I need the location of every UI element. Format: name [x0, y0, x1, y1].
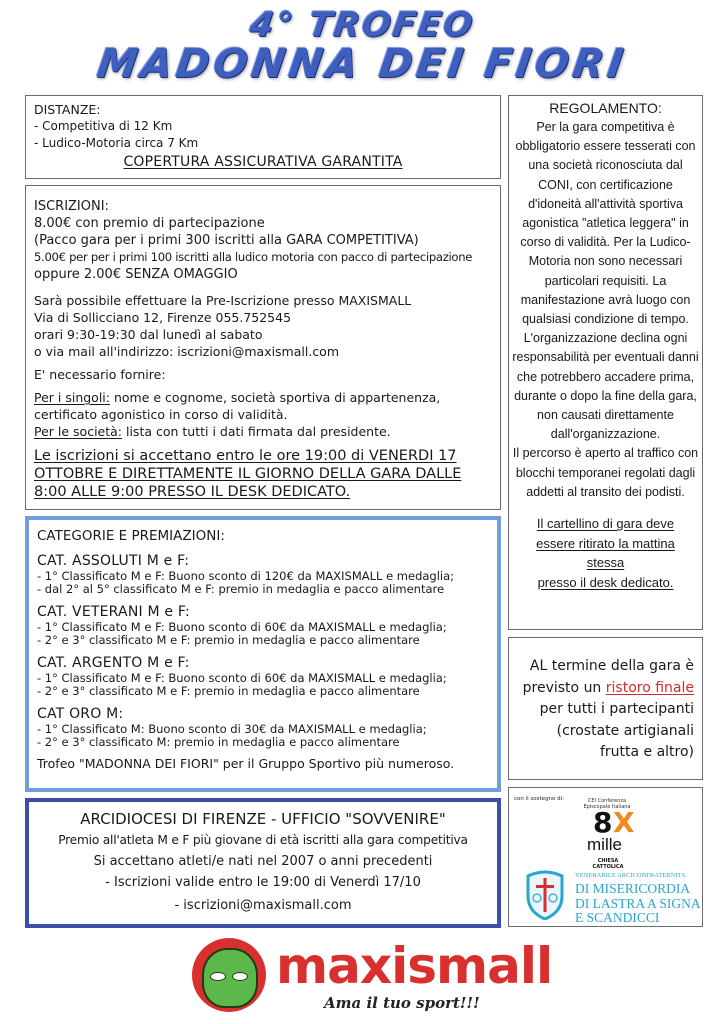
categorie-box	[25, 516, 501, 792]
societa-label: Per le società:	[34, 424, 123, 439]
distanze-item: - Ludico-Motoria circa 7 Km	[34, 136, 199, 150]
category-title: CAT ORO M:	[37, 706, 124, 722]
arcidiocesi-line: - Iscrizioni valide entro le 19:00 di Venerdì 17/10	[105, 875, 421, 890]
category-line: - 1° Classificato M e F: Buono sconto di 60€ da MAXISMALL e medaglia;	[37, 620, 447, 634]
cartellino-line: essere ritirato la mattina	[536, 535, 675, 551]
regolamento-heading: REGOLAMENTO:	[549, 100, 662, 116]
maxismall-logo	[188, 934, 553, 1020]
ristoro-text-before: AL termine della gara è previsto un	[522, 658, 694, 696]
regolamento-box	[508, 95, 703, 630]
maxismall-wordmark: maxismall	[276, 937, 553, 995]
category-line: - 2° e 3° classificato M e F: premio in medaglia e pacco alimentare	[37, 633, 420, 647]
price-3: oppure 2.00€ SENZA OMAGGIO	[34, 267, 238, 282]
ristoro-text-after: per tutti i partecipanti (crostate artigianali frutta e altro)	[539, 701, 694, 760]
title-line-2: MADONNA DEI FIORI	[94, 41, 630, 87]
category-title: CAT. ARGENTO M e F:	[37, 655, 190, 671]
mille-eight: 8	[593, 806, 613, 839]
trofeo-note: Trofeo "MADONNA DEI FIORI" per il Gruppo Sportivo più numeroso.	[37, 756, 455, 771]
price-1-note: (Pacco gara per i primi 300 iscritti alla GARA COMPETITIVA)	[34, 233, 419, 248]
regolamento-body: Per la gara competitiva è obbligatorio essere tesserati con una società riconosciuta dal CONI, con certificazione d'idoneità all'attività sportiva agonistica "atletica leggera" in corso di validità. Per la Ludico-Motoria non sono necessari particolari requisiti. La manifestazione avrà luogo con qualsiasi condizione di tempo. L'organizzazione declina ogni responsabilità per eventuali danni che potrebbero accadere prima, durante o dopo la fine della gara, non causati direttamente dall'organizzazione.	[512, 120, 699, 442]
distanze-item: - Competitiva di 12 Km	[34, 119, 173, 133]
category-title: CAT. VETERANI M e F:	[37, 604, 190, 620]
arcidiocesi-heading: ARCIDIOCESI DI FIRENZE - UFFICIO "SOVVENIRE"	[80, 810, 446, 828]
arcidiocesi-line: Si accettano atleti/e nati nel 2007 o anni precedenti	[93, 854, 433, 869]
pre-iscrizione-line: Sarà possibile effettuare la Pre-Iscrizione presso MAXISMALL	[34, 293, 412, 308]
required-heading: E' necessario fornire:	[34, 367, 166, 382]
ristoro-box	[508, 637, 703, 780]
categorie-heading: CATEGORIE E PREMIAZIONI:	[37, 528, 225, 544]
misericordia-shield-icon	[525, 870, 565, 920]
misericordia-line: DI LASTRA A SIGNA	[575, 895, 701, 911]
mille-word: mille	[587, 835, 622, 854]
cartellino-line: presso il desk dedicato.	[537, 574, 674, 590]
coverage-note: COPERTURA ASSICURATIVA GARANTITA	[123, 154, 403, 170]
email-line: o via mail all'indirizzo: iscrizioni@maxismall.com	[34, 344, 340, 359]
iscrizioni-box	[25, 185, 501, 510]
category-line: - 1° Classificato M e F: Buono sconto di 120€ da MAXISMALL e medaglia;	[37, 569, 455, 583]
hours-line: orari 9:30-19:30 dal lunedì al sabato	[34, 327, 263, 342]
arcidiocesi-box	[25, 798, 501, 928]
category-group	[37, 654, 489, 698]
otto-per-mille-logo	[571, 798, 643, 870]
category-line: - 1° Classificato M e F: Buono sconto di 60€ da MAXISMALL e medaglia;	[37, 671, 447, 685]
ristoro-highlight: ristoro finale	[605, 679, 694, 696]
cartellino-line: Il cartellino di gara deve	[536, 516, 675, 532]
mille-ring-text: CEI Conferenza Episcopale Italiana	[583, 798, 631, 810]
category-group	[37, 603, 489, 647]
category-title: CAT. ASSOLUTI M e F:	[37, 553, 190, 569]
misericordia-line: DI MISERICORDIA	[575, 881, 691, 896]
distanze-heading: DISTANZE:	[34, 102, 101, 117]
category-line: - 1° Classificato M: Buono sconto di 30€ da MAXISMALL e medaglia;	[37, 722, 427, 736]
maxismall-slogan: Ama il tuo sport!!!	[324, 994, 480, 1012]
singoli-label: Per i singoli:	[34, 390, 110, 405]
sponsors-box	[508, 787, 703, 927]
iscrizioni-heading: ISCRIZIONI:	[34, 199, 109, 214]
category-line: - dal 2° al 5° classificato M e F: premio in medaglia e pacco alimentare	[37, 582, 445, 596]
category-group	[37, 705, 489, 749]
mille-bottom-text: CHIESA CATTOLICA	[592, 858, 624, 870]
misericordia-name	[575, 882, 701, 926]
price-1-desc: con premio di partecipazione	[71, 216, 265, 231]
support-label: con il sostegno di:	[514, 796, 565, 802]
arcidiocesi-line: Premio all'atleta M e F più giovane di età iscritti alla gara competitiva	[58, 833, 468, 847]
mille-x: X	[613, 806, 635, 839]
price-1: 8.00€	[34, 216, 72, 231]
distanze-box	[25, 95, 501, 179]
address-line: Via di Sollicciano 12, Firenze 055.752545	[34, 310, 292, 325]
frog-mascot-icon	[192, 938, 266, 1012]
deadline-note: Le iscrizioni si accettano entro le ore 19:00 di VENERDI 17 OTTOBRE E DIRETTAMENTE IL GIORNO DELLA GARA DALLE 8:00 ALLE 9:00 PRESSO IL DESK DEDICATO.	[34, 448, 462, 500]
misericordia-line: E SCANDICCI	[575, 910, 660, 925]
arcidiocesi-email[interactable]: - iscrizioni@maxismall.com	[174, 898, 352, 913]
cartellino-line: stessa	[586, 555, 625, 571]
category-group	[37, 552, 489, 596]
misericordia-subtitle: VENERABILE ARCICONFRATERNITA	[575, 872, 686, 879]
category-line: - 2° e 3° classificato M: premio in medaglia e pacco alimentare	[37, 735, 400, 749]
category-line: - 2° e 3° classificato M e F: premio in medaglia e pacco alimentare	[37, 684, 420, 698]
percorso-note: Il percorso è aperto al traffico con blocchi temporanei regolati dagli addetti al transito dei podisti.	[512, 446, 699, 499]
title-line-1: 4° TROFEO	[247, 5, 477, 45]
societa-text: lista con tutti i dati firmata dal presidente.	[122, 424, 391, 439]
singoli-text: nome e cognome, società sportiva di appartenenza, certificato agonistico in corso di validità.	[34, 390, 441, 422]
price-2: 5.00€ per per i primi 100 iscritti alla ludico motoria con pacco di partecipazione	[34, 250, 473, 264]
